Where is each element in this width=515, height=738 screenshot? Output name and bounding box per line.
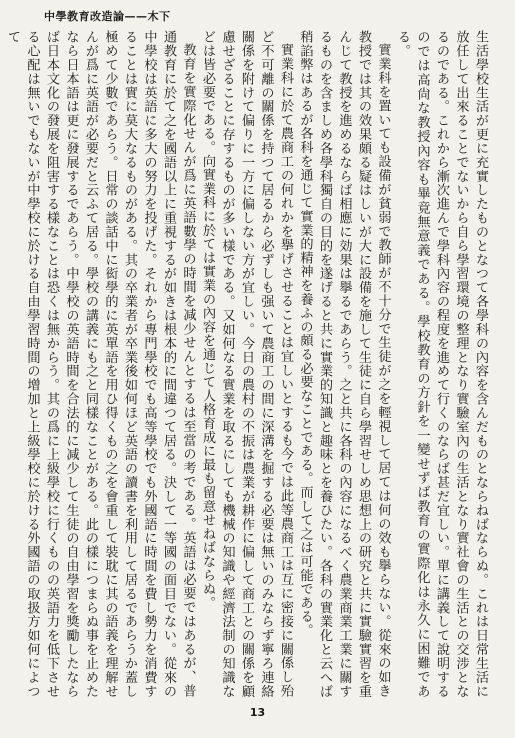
paragraph: 實業科に於て農商工の何れかを擧げさせることは宜しいとするも今では此等農商工は互に密接に關係し殆ど不可離の關係を持つて居るから必ずしも强いて農商工の間に深溝を掘する必要は無いのみならず寧ろ連絡關係を附けて偏りに一方に偏しない方が宜しい。今日の農村の不振は農業が耕作に偏して商工との關係を顧慮せざることに存するものが多い樣である。又如何なる實業を取るにしても機械の知識や經濟法制の知識などは皆必要である。向實業科に於ては實業の內容を通じて人格育成に最も留意せねばならぬ。: [200, 30, 293, 698]
vertical-body-text: [5, 30, 490, 698]
page-number: 13: [249, 706, 266, 719]
paragraph: 教育を實際化せんが爲に英語數學の時間を减少せんとするは至當の考である。英語は必要ではあるが、普通教育に於て之を國語以上に重視するが如きは根本的に間違つて居る。決して一等國の面目でない。從來の中學校は英語に多大の努力を投げた。それから專門學校でも高等學校でも外國語に時間を費し勢力を消費することは實に莫大なるものがある。其の卒業者が卒業後如何ほど英語の讀書を利用して居るであらうか蓋し極めて少數であらう。日常の談話中に衒學的に英單語を用ひ得くもの之を會重して裝耽に其の語義を理解せんが爲に英語が必要だと云ふて居る。學校の講義にも之と同樣なことがある。此の樣につまらぬ事を止めたなら日本語は更に發展するであらう。中學校の英語時間を合法的に减少して生徒の自由學習を獎勵したならば日本文化の發展を阻害する樣なことは恐くは無からう。其の爲に上級學校に行くものの英語力を低下させる心配は無いでもないが中學校に於ける自由學習時間の增加と上級學校に於ける外國語の取扱方如何によつて: [5, 30, 196, 698]
paragraph: 實業科を置いても設備が貧弱で教師が不十分で生徒が之を輕視して居ては何の效も擧らない。從來の如き教授では其の效果頗る疑はしいが大に設備を施して生徒に自ら學習せしめ思想上の研究と共に實驗實習を重んじて教授を進めるならば相應に効果は擧るであらう。之と共に各科の內容になるべく農業商業工業に關するものを含ましめ各學科獨自の目的を遂げると共に實業的知識と趣味とを養ひたい。各科の實業化と云へば稍諂弊はあるが各科を通じて實業的精神を養ふの頗る必要なことである。而して之は可能である。: [297, 30, 391, 698]
running-header: 中學教育改造論——木下: [44, 10, 171, 23]
paragraph: 生活學校生活が更に充實したものとなつて各學科の內容を含んだものとならねばならぬ。これは日常生活に放任して出來ることでないから自ら學習環境の整理となり實驗室內の生活となり實社會の生活との交涉となるのである。これから漸次進んで學科內容の程度を進めて行くのならば甚だ宜しい。單に講義して說明するのでは高尙な教授內容も畢竟無意義である。學校教育の方針を一變せずば教育の實際化は永久に困難である。: [395, 30, 488, 698]
